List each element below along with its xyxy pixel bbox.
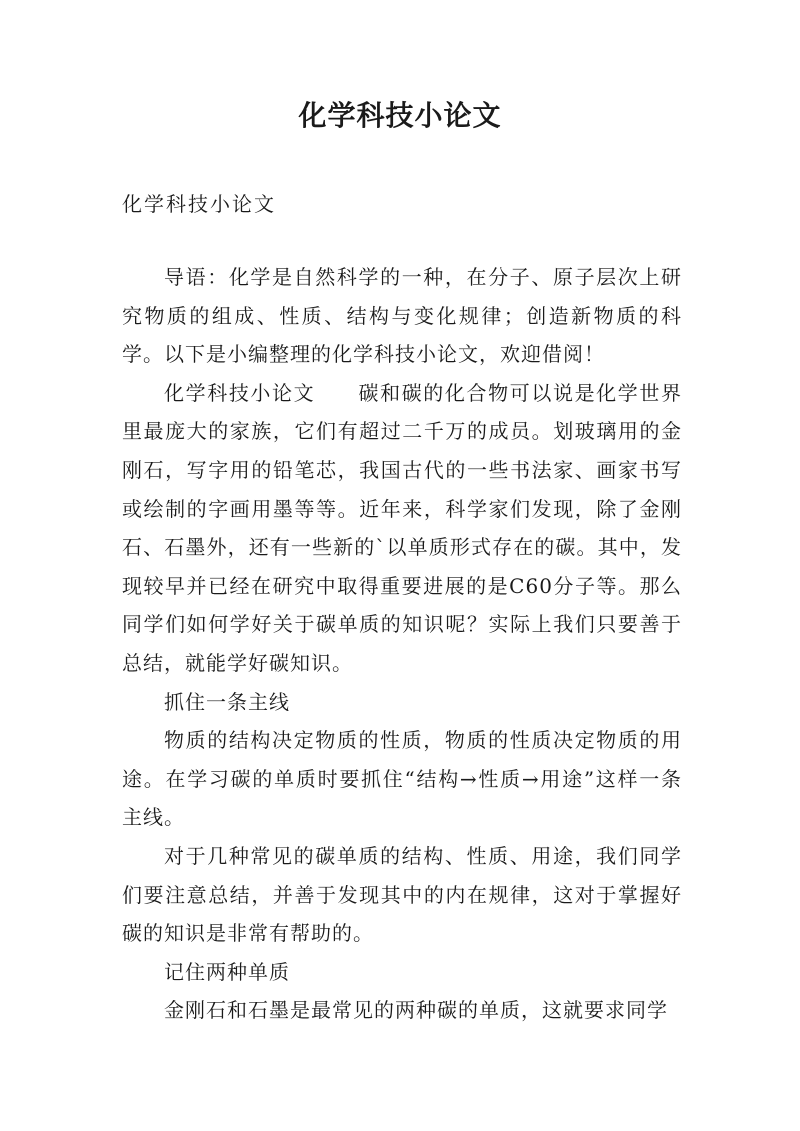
document-title: 化学科技小论文 xyxy=(298,99,502,132)
section-heading-main-line: 抓住一条主线 xyxy=(164,689,290,714)
carbon-family-paragraph: 化学科技小论文 碳和碳的化合物可以说是化学世界里最庞大的家族，它们有超过二千万的成员。划玻璃用的金刚石，写字用的铅笔芯，我国古代的一些书法家、画家书写或绘制的字画用墨等等。近年来，科学家们发现，除了金刚石、石墨外，还有一些新的`以单质形式存在的碳。其中，发现较早并已经在研究中取得重要进展的是C60分子等。那么同学们如何学好关于碳单质的知识呢？实际上我们只要善于总结，就能学好碳知识。 xyxy=(122,380,682,675)
diamond-graphite-paragraph: 金刚石和石墨是最常见的两种碳的单质，这就要求同学 xyxy=(164,998,668,1023)
structure-property-paragraph: 物质的结构决定物质的性质，物质的性质决定物质的用途。在学习碳的单质时要抓住“结构→性质→用途”这样一条主线。 xyxy=(122,728,682,830)
document-subtitle: 化学科技小论文 xyxy=(122,192,276,216)
intro-paragraph: 导语：化学是自然科学的一种，在分子、原子层次上研究物质的组成、性质、结构与变化规律；创造新物质的科学。以下是小编整理的化学科技小论文，欢迎借阅！ xyxy=(122,265,682,367)
document-body xyxy=(122,258,682,1030)
summary-paragraph: 对于几种常见的碳单质的结构、性质、用途，我们同学们要注意总结，并善于发现其中的内在规律，这对于掌握好碳的知识是非常有帮助的。 xyxy=(122,843,682,946)
section-heading-two-elements: 记住两种单质 xyxy=(164,959,290,984)
